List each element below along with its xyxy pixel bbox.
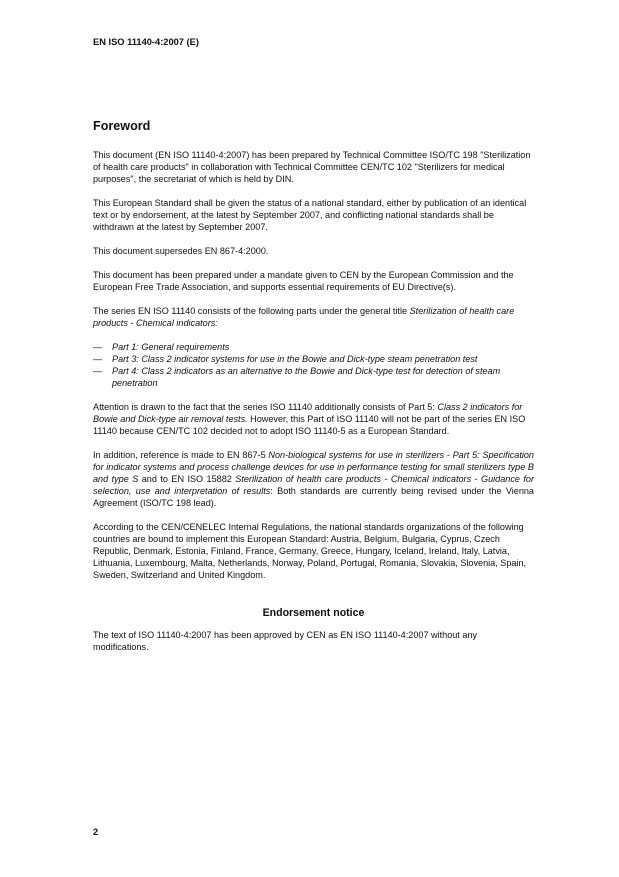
- paragraphs-before-list: [93, 149, 534, 329]
- italic-title-text: Class 2 indicators for Bowie and Dick-type air removal tests.: [93, 402, 523, 424]
- paragraph-text: However, this Part of ISO 11140 will not be part of the series EN ISO 11140 because CEN/TC 102 decided not to adopt ISO 11140-5 as a European Standard.: [93, 414, 526, 436]
- paragraph-text: According to the CEN/CENELEC Internal Regulations, the national standards organizations of the following countries are bound to implement this European Standard: Austria, Belgium, Bulgaria, Cyprus, Czech Republic, Denmark, Estonia, Finland, France, Germany, Greece, Hungary, Iceland, Ireland, Italy, Latvia, Lithuania, Luxembourg, Malta, Netherlands, Norway, Poland, Portugal, Romania, Slovakia, Slovenia, Spain, Sweden, Switzerland and United Kingdom.: [93, 522, 527, 580]
- paragraph: [93, 149, 534, 185]
- paragraph: [93, 521, 534, 581]
- paragraph: [93, 449, 534, 509]
- italic-title-text: Sterilization of health care products - Chemical indicators - Guidance for selection, use and interpretation of results: [93, 474, 534, 496]
- paragraph: [93, 401, 534, 437]
- paragraph-text: This European Standard shall be given the status of a national standard, either by publication of an identical text or by endorsement, at the latest by September 2007, and conflicting national standards shall be withdrawn at the latest by September 2007.: [93, 198, 527, 232]
- foreword-heading: Foreword: [93, 119, 151, 133]
- paragraph-text: This document supersedes EN 867-4:2000.: [93, 246, 269, 256]
- list-item-text: Part 4: Class 2 indicators as an alternative to the Bowie and Dick-type test for detection of steam penetration: [112, 366, 501, 388]
- page-number: 2: [93, 827, 99, 837]
- parts-list: [93, 341, 534, 389]
- paragraph-text: This document (EN ISO 11140-4:2007) has been prepared by Technical Committee ISO/TC 198 "Sterilization of health care products" in collaboration with Technical Committee CEN/TC 102 "Sterilizers for medical purposes", the secretariat of which is held by DIN.: [93, 150, 531, 184]
- italic-title-text: Sterilization of health care products - Chemical indicators:: [93, 306, 515, 328]
- list-item: [93, 353, 534, 365]
- endorsement-heading: Endorsement notice: [262, 607, 365, 619]
- paragraph-text: In addition, reference is made to EN 867-5: [93, 450, 269, 460]
- list-item: [93, 365, 534, 389]
- paragraph: [93, 305, 534, 329]
- paragraphs-after-list: [93, 401, 534, 581]
- foreword-section: [93, 119, 534, 665]
- paragraph-text: Attention is drawn to the fact that the series ISO 11140 additionally consists of Part 5:: [93, 402, 438, 412]
- running-header: EN ISO 11140-4:2007 (E): [93, 37, 199, 47]
- paragraph-text: : Both standards are currently being revised under the Vienna Agreement (ISO/TC 198 lead).: [93, 486, 534, 508]
- paragraph-text: and to EN ISO 15882: [138, 474, 236, 484]
- paragraph: [93, 269, 534, 293]
- endorsement-text: The text of ISO 11140-4:2007 has been approved by CEN as EN ISO 11140-4:2007 without any modifications.: [93, 630, 478, 652]
- paragraph-text: The series EN ISO 11140 consists of the following parts under the general title: [93, 306, 410, 316]
- list-item: [93, 341, 534, 353]
- paragraph: [93, 197, 534, 233]
- dash-bullet: —: [93, 354, 103, 364]
- italic-title-text: Non-biological systems for use in sterilizers - Part 5: Specification for indicator systems and process challenge devices for use in performance testing for small sterilizers type B and type S: [93, 450, 534, 484]
- paragraph-text: This document has been prepared under a mandate given to CEN by the European Commission and the European Free Trade Association, and supports essential requirements of EU Directive(s).: [93, 270, 514, 292]
- list-item-text: Part 1: General requirements: [112, 342, 230, 352]
- paragraph: [93, 245, 534, 257]
- list-item-text: Part 3: Class 2 indicator systems for use in the Bowie and Dick-type steam penetration test: [112, 354, 478, 364]
- dash-bullet: —: [93, 366, 103, 376]
- dash-bullet: —: [93, 342, 103, 352]
